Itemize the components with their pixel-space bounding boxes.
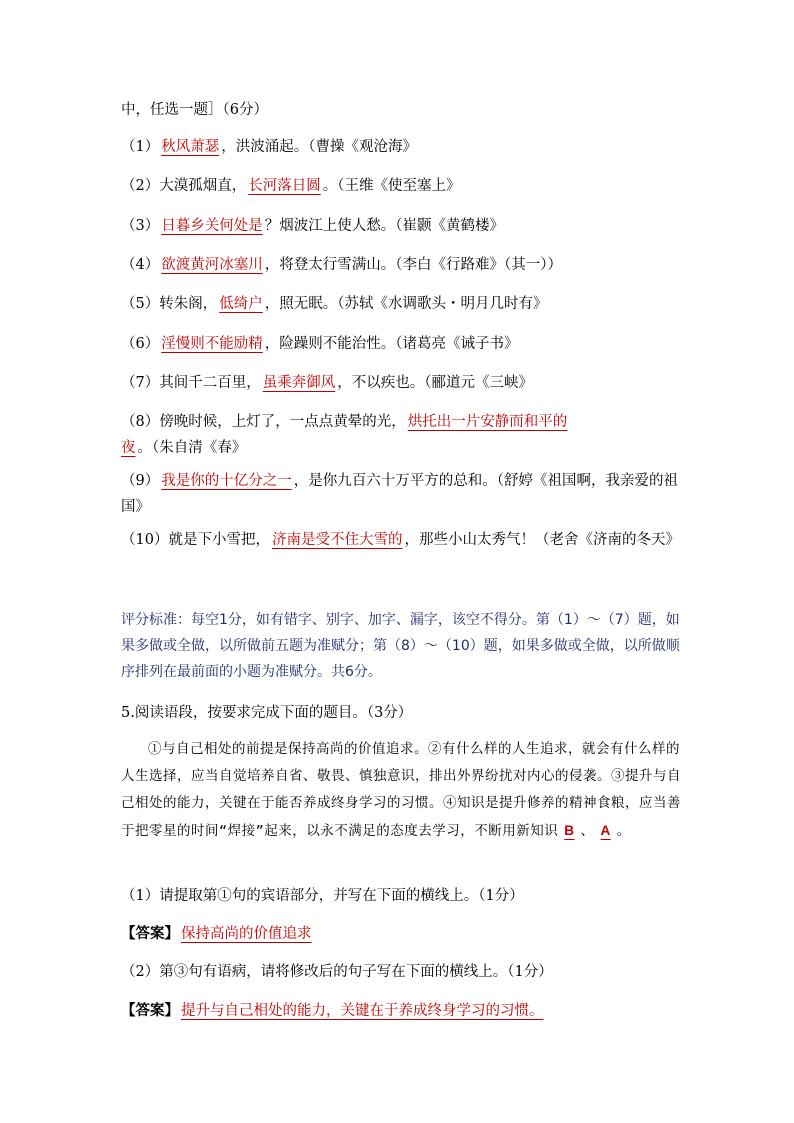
item-number: （3）	[121, 218, 160, 234]
item-suffix: ，是你九百六十万平方的总和。（舒婷《祖国啊，我亲爱的祖国》	[121, 473, 678, 515]
passage-text: ①与自己相处的前提是保持高尚的价值追求。②有什么样的人生追求，就会有什么样的人生选择，应当自觉培养自省、敬畏、慎独意识，排出外界纷扰对内心的侵袭。③提升与自己相处的能力，关键在于能否养成终身学习的习惯。④知识是提升修养的精神食粮，应当善于把零星的时间“焊接”起来，以永不满足的态度去学习，不断用新知识	[121, 741, 681, 839]
item-number: （1）	[121, 139, 160, 155]
answer-label: 【答案】	[121, 925, 179, 942]
item-answer: 我是你的十亿分之一	[161, 473, 292, 489]
item-suffix: ，不以疾也。（郦道元《三峡》	[337, 375, 533, 391]
item-suffix: ，险躁则不能治性。（诸葛亮《诫子书》	[264, 336, 519, 352]
passage-blank-2: A	[600, 823, 611, 838]
answer-1-row	[121, 921, 686, 947]
passage-separator: 、	[580, 823, 595, 839]
item-suffix: 。（王维《使至塞上》	[322, 178, 461, 194]
item-prefix: 傍晚时候，上灯了，一点点黄晕的光，	[159, 414, 406, 430]
item-answer: 虽乘奔御风	[262, 375, 336, 391]
item-suffix: ，照无眠。（苏轼《水调歌头・明月几时有》	[264, 296, 548, 312]
item-answer: 淫慢则不能励精	[161, 336, 263, 352]
fill-blank-item	[121, 291, 686, 317]
question-5-sub-1: （1）请提取第①句的宾语部分，并写在下面的横线上。（1分）	[121, 888, 524, 904]
scoring-standard: 评分标准：每空1分，如有错字、别字、加字、漏字，该空不得分。第（1）～（7）题，如果多做或全做，以所做前五题为准赋分；第（8）～（10）题，如果多做或全做，以所做顺序排列在最前面的小题为准赋分。共6分。	[121, 612, 680, 680]
item-prefix: 其间千二百里，	[159, 375, 261, 391]
item-number: （5）	[121, 296, 160, 312]
item-suffix: 。（朱自清《春》	[137, 440, 247, 456]
fill-blank-item	[121, 409, 686, 461]
item-number: （10）	[121, 532, 169, 548]
item-answer: 烘托出一片安静而和平的夜	[121, 414, 568, 456]
item-prefix: 大漠孤烟直，	[159, 178, 247, 194]
passage-end: 。	[616, 823, 631, 839]
item-number: （6）	[121, 336, 160, 352]
fill-blank-item	[121, 468, 686, 520]
answer-2-row	[121, 998, 686, 1024]
item-number: （8）	[121, 414, 160, 430]
item-number: （7）	[121, 375, 160, 391]
fill-blank-item	[121, 331, 686, 357]
item-suffix: ，将登太行雪满山。（李白《行路难》（其一））	[264, 257, 562, 273]
section-header: 中，任选一题］（6分）	[121, 102, 268, 118]
item-suffix: ，那些小山太秀气！（老舍《济南的冬天》	[404, 532, 680, 548]
item-number: （2）	[121, 178, 160, 194]
item-answer: 日暮乡关何处是	[161, 218, 263, 234]
fill-blank-item	[121, 213, 686, 239]
item-answer: 低绮户	[219, 296, 263, 312]
item-answer: 欲渡黄河冰塞川	[161, 257, 263, 273]
item-number: （9）	[121, 473, 160, 489]
answer-2: 提升与自己相处的能力，关键在于养成终身学习的习惯。	[181, 1003, 544, 1019]
item-prefix: 就是下小雪把，	[168, 532, 270, 548]
fill-blank-item	[121, 134, 686, 160]
item-answer: 秋风萧瑟	[161, 139, 220, 155]
item-answer: 长河落日圆	[248, 178, 321, 194]
question-5-title: 5.阅读语段，按要求完成下面的题目。（3分）	[121, 705, 413, 721]
fill-blank-item	[121, 527, 686, 553]
answer-1: 保持高尚的价值追求	[181, 926, 312, 942]
question-5-sub-2: （2）第③句有语病，请将修改后的句子写在下面的横线上。（1分）	[121, 964, 553, 980]
item-suffix: ，洪波涌起。（曹操《观沧海》	[221, 139, 417, 155]
item-suffix: ？烟波江上使人愁。（崔颢《黄鹤楼》	[264, 218, 504, 234]
answer-label: 【答案】	[121, 1002, 179, 1019]
reading-passage	[121, 736, 681, 845]
item-prefix: 转朱阁，	[159, 296, 218, 312]
fill-blank-item	[121, 370, 686, 396]
fill-blank-item	[121, 252, 686, 278]
item-answer: 济南是受不住大雪的	[271, 532, 403, 548]
fill-blank-item	[121, 173, 686, 199]
passage-blank-1: B	[564, 823, 575, 838]
item-number: （4）	[121, 257, 160, 273]
